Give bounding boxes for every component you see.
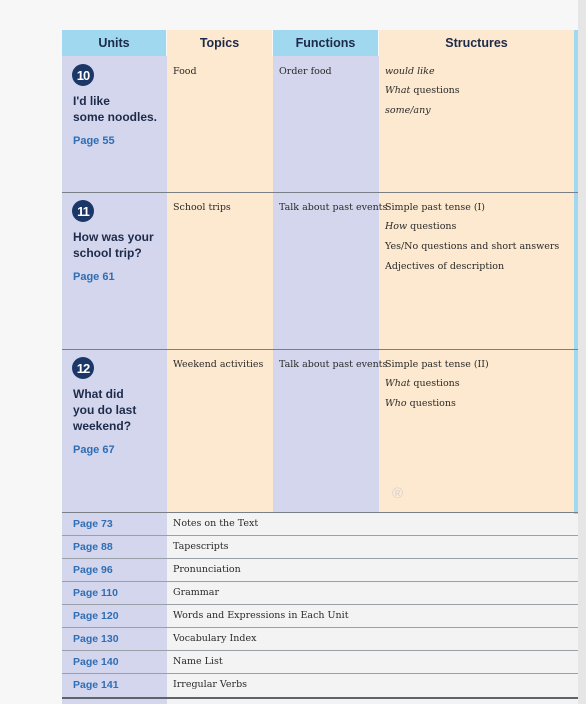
reference-title: Grammar bbox=[173, 587, 220, 598]
structure-rest: questions bbox=[406, 398, 456, 409]
unit-function: Talk about past events bbox=[279, 359, 388, 370]
row-divider bbox=[62, 627, 578, 628]
unit-page-link[interactable]: Page 67 bbox=[73, 444, 115, 456]
unit-page-link[interactable]: Page 55 bbox=[73, 135, 115, 147]
topics-column-bg bbox=[167, 56, 273, 512]
structure-item: Yes/No questions and short answers bbox=[385, 241, 560, 252]
unit-number-badge: 11 bbox=[72, 200, 94, 222]
row-divider bbox=[62, 650, 578, 651]
structures-column-bg bbox=[379, 56, 574, 512]
reference-title: Name List bbox=[173, 656, 223, 667]
row-divider bbox=[62, 581, 578, 582]
row-divider bbox=[62, 558, 578, 559]
header-topics: Topics bbox=[167, 30, 272, 56]
structure-keyword: Who bbox=[385, 398, 407, 409]
header-units: Units bbox=[62, 30, 166, 56]
reference-page-link[interactable]: Page 141 bbox=[73, 679, 119, 691]
structure-keyword: What bbox=[385, 85, 411, 96]
structure-rest: questions bbox=[410, 378, 460, 389]
unit-topic: School trips bbox=[173, 202, 231, 213]
reference-title: Irregular Verbs bbox=[173, 679, 248, 690]
page-edge bbox=[578, 0, 586, 704]
functions-column-bg bbox=[273, 56, 379, 512]
reference-page-link[interactable]: Page 110 bbox=[73, 587, 118, 599]
unit-number-badge: 12 bbox=[72, 357, 94, 379]
unit-title: I'd like some noodles. bbox=[73, 94, 158, 124]
reference-title: Vocabulary Index bbox=[173, 633, 257, 644]
unit-function: Order food bbox=[279, 66, 332, 77]
structure-item bbox=[385, 398, 456, 409]
structure-item: Simple past tense (I) bbox=[385, 202, 486, 213]
row-divider bbox=[62, 512, 578, 513]
reference-title: Tapescripts bbox=[173, 541, 229, 552]
reference-title: Words and Expressions in Each Unit bbox=[173, 610, 349, 621]
unit-function: Talk about past events bbox=[279, 202, 388, 213]
unit-page-link[interactable]: Page 61 bbox=[73, 271, 115, 283]
structure-item bbox=[385, 378, 460, 389]
structure-item: some/any bbox=[385, 105, 431, 116]
structure-rest: questions bbox=[407, 221, 457, 232]
unit-title: What did you do last weekend? bbox=[73, 387, 137, 433]
unit-number-badge: 10 bbox=[72, 64, 94, 86]
row-divider bbox=[62, 673, 578, 674]
reference-page-link[interactable]: Page 130 bbox=[73, 633, 119, 645]
reference-title: Notes on the Text bbox=[173, 518, 259, 529]
header-structures: Structures bbox=[379, 30, 574, 56]
unit-topic: Weekend activities bbox=[173, 359, 264, 370]
row-divider bbox=[62, 604, 578, 605]
structure-item: Simple past tense (II) bbox=[385, 359, 489, 370]
unit-topic: Food bbox=[173, 66, 197, 77]
reference-page-link[interactable]: Page 140 bbox=[73, 656, 119, 668]
reference-page-link[interactable]: Page 120 bbox=[73, 610, 119, 622]
table-bottom-border bbox=[62, 697, 578, 699]
structure-keyword: What bbox=[385, 378, 411, 389]
reference-page-link[interactable]: Page 96 bbox=[73, 564, 113, 576]
reference-page-link[interactable]: Page 73 bbox=[73, 518, 113, 530]
reference-page-link[interactable]: Page 88 bbox=[73, 541, 113, 553]
reference-title: Pronunciation bbox=[173, 564, 241, 575]
right-blue-strip bbox=[574, 30, 578, 514]
structure-rest: questions bbox=[410, 85, 460, 96]
unit-title: How was your school trip? bbox=[73, 230, 154, 260]
contents-table bbox=[62, 30, 578, 704]
structure-item bbox=[385, 221, 456, 232]
watermark-mark: ® bbox=[392, 485, 404, 502]
row-divider bbox=[62, 535, 578, 536]
structure-keyword: How bbox=[385, 221, 408, 232]
structure-item bbox=[385, 85, 460, 96]
row-divider bbox=[62, 349, 578, 350]
structure-item: Adjectives of description bbox=[385, 261, 505, 272]
structure-item: would like bbox=[385, 66, 435, 77]
header-functions: Functions bbox=[273, 30, 378, 56]
row-divider bbox=[62, 192, 578, 193]
